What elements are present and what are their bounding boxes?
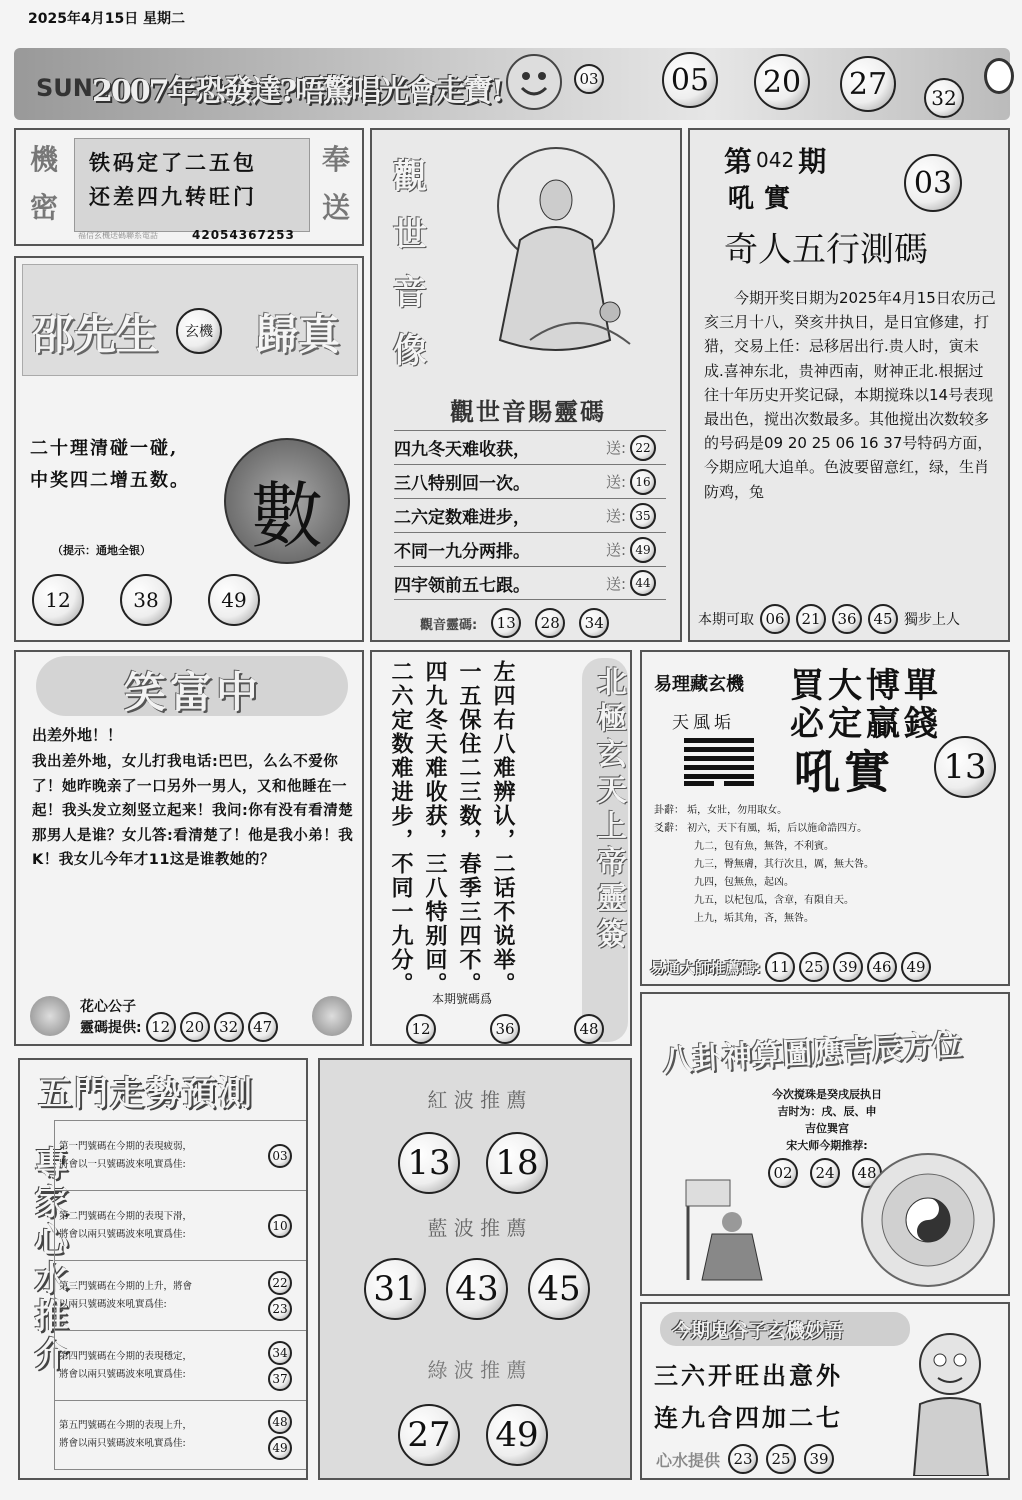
beiji-panel <box>370 650 632 1046</box>
waves-blue-ball: 43 <box>446 1258 508 1320</box>
wumen-row: 第三門號碼在今期的上升，將會 以兩只號碼波來吼實爲佳: 22 23 <box>54 1260 308 1330</box>
wumen-ball: 03 <box>268 1144 292 1168</box>
bagua-line4: 宋大师今期推荐: <box>786 1139 868 1152</box>
joke-sig1: 花心公子 <box>80 999 136 1015</box>
fortune-line2: 连九合四加二七 <box>654 1403 843 1432</box>
wumen-ball: 34 <box>268 1341 292 1365</box>
yili-big1: 買大博單 <box>790 666 942 706</box>
guanyin-row: 三八特别回一次。 送: 16 <box>394 464 666 498</box>
bagua-line2: 吉时为：戌、辰、申 <box>777 1105 877 1118</box>
guanyin-v3: 音 <box>393 273 427 313</box>
banner-ball-1: 03 <box>574 64 604 94</box>
waves-red-ball: 18 <box>486 1132 548 1194</box>
guanyin-ball: 49 <box>630 537 656 563</box>
shao-tip: （提示：通地全银） <box>52 544 151 557</box>
shao-ball-3: 49 <box>208 574 260 626</box>
yili-line: 爻辭： 初六，天下有風，垢，后以施命誥四方。 <box>654 823 868 834</box>
bagua-line3: 吉位巽宫 <box>805 1122 849 1135</box>
yili-panel <box>640 650 1010 986</box>
jimi-phone: 42054367253 <box>192 228 295 242</box>
fortune-ball: 39 <box>804 1444 834 1474</box>
wumen-panel <box>18 1058 308 1480</box>
yili-line: 九二，包有魚，無咎，不利賓。 <box>694 841 834 852</box>
beiji-ball: 48 <box>574 1014 604 1044</box>
wumen-ball: 23 <box>268 1297 292 1321</box>
qiren-footer-suffix: 獨步上人 <box>904 612 960 628</box>
qiren-roar-ball: 03 <box>904 154 962 212</box>
qiren-panel <box>688 128 1010 642</box>
smiley-icon <box>506 54 562 110</box>
qiren-footer-ball: 21 <box>796 604 826 634</box>
jimi-left-1: 機 <box>29 143 58 176</box>
qiren-footer-ball: 45 <box>868 604 898 634</box>
wumen-row: 第一門號碼在今期的表現疲弱， 將會以一只號碼波來吼實爲佳: 03 <box>54 1120 308 1190</box>
shao-badge: 玄機 <box>176 308 222 354</box>
wumen-side: 專家心水推介 <box>28 1146 68 1374</box>
flower-icon <box>312 996 352 1036</box>
guanyin-row: 二六定数难进步， 送: 35 <box>394 498 666 532</box>
banner-title: 2007年恐發達?唔驚唱光會走寶! <box>92 74 503 109</box>
fortune-ball: 23 <box>728 1444 758 1474</box>
qiren-roar: 吼實 <box>728 184 801 214</box>
shao-emblem <box>224 438 350 564</box>
beiji-poem: 二六定数难进步， 四九冬天难收获， 一五保住二三数， 左四右八难辨认， <box>388 660 516 852</box>
yili-gua-name: 天風垢 <box>672 713 735 733</box>
yili-line: 九四，包無魚，起凶。 <box>694 877 794 888</box>
beiji-poem-2: 不同一九分。 三八特别回。 春季三四不。 二话不说举。 <box>388 852 516 996</box>
fortune-ball: 25 <box>766 1444 796 1474</box>
banner-brand: SUN <box>36 74 93 102</box>
yili-footer-ball: 39 <box>833 952 863 982</box>
waves-red-ball: 13 <box>398 1132 460 1194</box>
qiren-body: 今期开奖日期为2025年4月15日农历己亥三月十八，癸亥井执日，是日宜修建，打猎，交易上任：忌移居出行.贵人时，寅未成.喜神东北，贵神西南，财神正北.根据过往十年历史开奖记碌，本期搅珠以14号表现最出色，搅出次数最多。其他搅出次数较多的号码是09 20 25 06 16 37号特码方面，今期应吼大追单。色波要留意红，绿，生肖防鸡，兔 <box>704 289 996 501</box>
waves-blue-label: 藍 波 推 薦 <box>427 1216 527 1240</box>
joke-ball: 47 <box>248 1012 278 1042</box>
beiji-ball: 12 <box>406 1014 436 1044</box>
guanyin-figure-icon <box>460 144 646 370</box>
flower-icon <box>30 996 70 1036</box>
wumen-ball: 22 <box>268 1271 292 1295</box>
yili-big2: 必定贏錢 <box>790 704 942 744</box>
beiji-ball: 36 <box>490 1014 520 1044</box>
wumen-ball: 49 <box>268 1436 292 1460</box>
yili-line: 卦辭： 垢，女壯，勿用取女。 <box>654 805 788 816</box>
shao-poem2: 中奖四二增五数。 <box>30 470 190 491</box>
bagua-line1: 今次搅珠是癸戌辰执日 <box>772 1088 882 1101</box>
jimi-panel <box>14 128 364 246</box>
yili-footer-label: 易通大師推薦碼: <box>650 958 761 977</box>
wumen-row: 第二門號碼在今期的表現下滑， 將會以兩只號碼波來吼實爲佳: 10 <box>54 1190 308 1260</box>
joke-ball: 12 <box>146 1012 176 1042</box>
shao-title-left: 邵先生 <box>32 310 159 359</box>
qiren-footer-label: 本期可取 <box>698 612 754 628</box>
banner-ball-5: 32 <box>924 78 964 118</box>
guanyin-footer-ball: 34 <box>579 608 609 638</box>
waves-blue-ball: 45 <box>528 1258 590 1320</box>
yili-line: 九五，以杞包瓜，含章，有隕自天。 <box>694 895 854 906</box>
guanyin-row: 四九冬天难收获， 送: 22 <box>394 430 666 464</box>
joke-ball: 20 <box>180 1012 210 1042</box>
yili-line: 上九，垢其角，吝，無咎。 <box>694 913 814 924</box>
waves-panel <box>318 1058 632 1480</box>
qiren-period-suffix: 期 <box>798 145 827 178</box>
joke-sig2: 靈碼提供: <box>80 1020 142 1036</box>
guanyin-ball: 16 <box>630 469 656 495</box>
jimi-line2: 还差四九转旺门 <box>89 184 257 209</box>
old-man-icon <box>898 1324 1006 1480</box>
ring-icon <box>984 58 1014 94</box>
waves-green-label: 綠 波 推 薦 <box>427 1358 527 1382</box>
shao-poem1: 二十理清碰一碰, <box>30 438 179 459</box>
fortune-sig: 心水提供 <box>656 1450 721 1470</box>
guanyin-ball: 22 <box>630 435 656 461</box>
bagua-ball: 48 <box>852 1158 882 1188</box>
shao-char: 數 <box>250 474 323 558</box>
banner-ball-2: 05 <box>662 52 718 108</box>
fortune-line1: 三六开旺出意外 <box>654 1361 843 1390</box>
qiren-period: 042 <box>756 148 795 172</box>
yili-footer-ball: 49 <box>901 952 931 982</box>
hexagram-icon <box>684 738 754 790</box>
beiji-title: 北極玄天上帝靈簽 <box>591 666 626 954</box>
fortune-title: 今期鬼谷子玄機妙語 <box>672 1320 844 1342</box>
guanyin-v4: 像 <box>393 331 427 371</box>
banner <box>14 48 1010 120</box>
joke-heading: 出差外地！！ <box>32 726 123 744</box>
joke-body: 我出差外地，女儿打我电话:巴巴，么么不爱你了！她昨晚亲了一口另外一男人，又和他睡在一起！我头发立刻竖立起来！我问:你有没有看清楚那男人是谁？女儿答:看清楚了！他是我小弟！我K！我女儿今年才11这是谁教她的？ <box>32 754 354 868</box>
qiren-footer-ball: 36 <box>832 604 862 634</box>
bagua-title: 八卦神算圖應吉辰方位 <box>661 1028 963 1079</box>
warrior-icon <box>668 1170 778 1290</box>
bagua-wheel-icon <box>858 1150 998 1294</box>
waves-green-ball: 27 <box>398 1404 460 1466</box>
joke-title: 笑富中 <box>124 668 263 717</box>
yili-line: 九三，臀無膚，其行次且，厲，無大咎。 <box>694 859 874 870</box>
waves-blue-ball: 31 <box>364 1258 426 1320</box>
guanyin-footer-label: 觀音靈碼: <box>420 617 478 633</box>
yili-footer-ball: 11 <box>765 952 795 982</box>
guanyin-v2: 世 <box>393 215 427 255</box>
guanyin-footer-ball: 28 <box>535 608 565 638</box>
guanyin-footer-ball: 13 <box>491 608 521 638</box>
guanyin-ball: 35 <box>630 503 656 529</box>
banner-ball-4: 27 <box>840 56 896 112</box>
guanyin-ball: 44 <box>630 570 656 596</box>
waves-red-label: 紅 波 推 薦 <box>427 1088 527 1112</box>
jimi-right-1: 奉 <box>321 143 350 176</box>
banner-ball-3: 20 <box>754 54 810 110</box>
jimi-line1: 铁码定了二五包 <box>89 150 257 175</box>
guanyin-panel <box>370 128 682 642</box>
qiren-title: 奇人五行測碼 <box>724 230 928 270</box>
shao-ball-1: 12 <box>32 574 84 626</box>
wumen-ball: 48 <box>268 1410 292 1434</box>
beiji-footer: 本期號碼爲 <box>432 992 493 1006</box>
guanyin-v1: 觀 <box>393 157 427 197</box>
jimi-small: 福信玄機送碼聯系電話 <box>78 231 158 240</box>
yili-small-title: 易理藏玄機 <box>654 674 744 695</box>
wumen-ball: 10 <box>268 1214 292 1238</box>
qiren-period-prefix: 第 <box>724 145 753 178</box>
guanyin-header: 觀世音賜靈碼 <box>450 397 606 426</box>
bagua-ball: 02 <box>768 1158 798 1188</box>
guanyin-row: 四宇领前五七跟。 送: 44 <box>394 566 666 600</box>
wumen-row: 第四門號碼在今期的表現穩定， 將會以兩只號碼波來吼實爲佳: 34 37 <box>54 1330 308 1400</box>
jimi-right-2: 送 <box>321 191 350 224</box>
shao-title-right: 歸真 <box>256 310 341 359</box>
date-line: 2025年4月15日 星期二 <box>28 11 186 27</box>
joke-ball: 32 <box>214 1012 244 1042</box>
wumen-title: 五門走勢預測 <box>38 1074 254 1114</box>
shao-ball-2: 38 <box>120 574 172 626</box>
yili-footer-ball: 46 <box>867 952 897 982</box>
wumen-row: 第五門號碼在今期的表現上升， 將會以兩只號碼波來吼實爲佳: 48 49 <box>54 1400 308 1470</box>
joke-panel <box>14 650 364 1046</box>
waves-green-ball: 49 <box>486 1404 548 1466</box>
yili-roar: 吼實 <box>794 745 894 799</box>
yili-roar-ball: 13 <box>934 736 996 798</box>
bagua-ball: 24 <box>810 1158 840 1188</box>
qiren-footer-ball: 06 <box>760 604 790 634</box>
bagua-panel <box>640 992 1010 1296</box>
fortune-panel <box>640 1302 1010 1480</box>
wumen-ball: 37 <box>268 1367 292 1391</box>
shao-panel <box>14 256 364 642</box>
guanyin-row: 不同一九分两排。 送: 49 <box>394 532 666 566</box>
jimi-left-2: 密 <box>29 191 58 224</box>
yili-footer-ball: 25 <box>799 952 829 982</box>
